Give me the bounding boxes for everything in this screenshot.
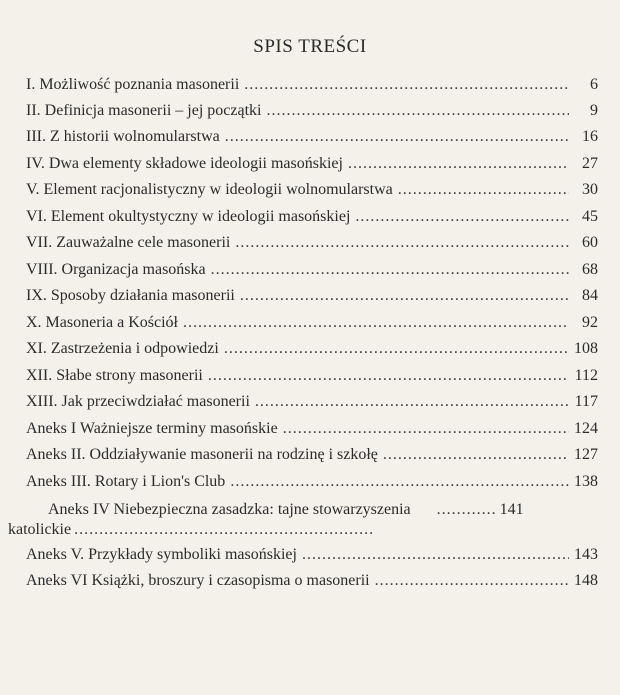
toc-entry bbox=[26, 100, 598, 122]
toc-entry-page: 60 bbox=[582, 234, 598, 251]
toc-entry-title: Aneks III. Rotary i Lion's Club bbox=[26, 473, 226, 490]
toc-entry bbox=[26, 232, 598, 254]
toc-leader-dots bbox=[74, 520, 374, 540]
toc-leader-dots bbox=[375, 570, 569, 592]
toc-leader-dots bbox=[240, 285, 569, 307]
toc-leader-dots bbox=[266, 100, 569, 122]
toc-leader-dots bbox=[244, 74, 569, 96]
toc-entry bbox=[26, 206, 598, 228]
toc-entry-page: 68 bbox=[582, 261, 598, 278]
toc-entry-page: 138 bbox=[574, 473, 598, 490]
toc-leader-dots bbox=[211, 259, 569, 281]
toc-entry bbox=[26, 444, 598, 466]
toc-leader-dots bbox=[398, 179, 569, 201]
toc-entry bbox=[26, 471, 598, 493]
toc-entry bbox=[26, 544, 598, 566]
toc-entry bbox=[26, 418, 598, 440]
toc-entry-title: III. Z historii wolnomularstwa bbox=[26, 128, 220, 145]
toc-entry bbox=[26, 259, 598, 281]
toc-leader-dots bbox=[230, 471, 569, 493]
toc-entry-title: XIII. Jak przeciwdziałać masonerii bbox=[26, 393, 250, 410]
toc-entry bbox=[26, 285, 598, 307]
toc-entry-title: Aneks IV Niebezpieczna zasadzka: tajne stowarzyszenia bbox=[48, 501, 411, 518]
toc-entry-page: 27 bbox=[582, 155, 598, 172]
toc-entry-page: 108 bbox=[574, 340, 598, 357]
toc-entry bbox=[26, 179, 598, 201]
toc-entry-title: I. Możliwość poznania masonerii bbox=[26, 76, 240, 93]
toc-leader-dots bbox=[302, 544, 569, 566]
toc-leader-dots bbox=[283, 418, 569, 440]
toc-entry-page: 127 bbox=[574, 446, 598, 463]
toc-entry bbox=[26, 153, 598, 175]
toc-entry-page: 92 bbox=[582, 314, 598, 331]
toc-entry-page: 30 bbox=[582, 181, 598, 198]
toc-entry-title: Aneks VI Książki, broszury i czasopisma o masonerii bbox=[26, 572, 370, 589]
toc-entry bbox=[26, 570, 598, 592]
toc-entry bbox=[8, 500, 598, 540]
toc-entry-title: V. Element racjonalistyczny w ideologii wolnomularstwa bbox=[26, 181, 393, 198]
toc-entry bbox=[26, 391, 598, 413]
toc-entry-page: 143 bbox=[574, 546, 598, 563]
toc-leader-dots bbox=[225, 126, 569, 148]
toc-entry-title: IV. Dwa elementy składowe ideologii masońskiej bbox=[26, 155, 343, 172]
toc-leader-dots bbox=[183, 312, 569, 334]
toc-entry-title: X. Masoneria a Kościół bbox=[26, 314, 178, 331]
toc-entry-page: 112 bbox=[574, 367, 598, 384]
toc-leader-dots bbox=[235, 232, 569, 254]
toc-leader-dots bbox=[224, 338, 569, 360]
toc-entry-page: 6 bbox=[590, 76, 598, 93]
toc-entry-title: Aneks V. Przykłady symboliki masońskiej bbox=[26, 546, 297, 563]
toc-entry-page: 45 bbox=[582, 208, 598, 225]
toc-entry-page: 148 bbox=[574, 572, 598, 589]
toc-entry-page: 117 bbox=[574, 393, 598, 410]
toc-leader-dots bbox=[348, 153, 569, 175]
toc-leader-dots bbox=[355, 206, 569, 228]
toc-entry bbox=[26, 74, 598, 96]
toc-entry-page: 9 bbox=[590, 102, 598, 119]
toc-entry-title: IX. Sposoby działania masonerii bbox=[26, 287, 235, 304]
toc-entry-title: Aneks II. Oddziaływanie masonerii na rodzinę i szkołę bbox=[26, 446, 378, 463]
toc-entry-title: VII. Zauważalne cele masonerii bbox=[26, 234, 231, 251]
toc-entry-title: Aneks I Ważniejsze terminy masońskie bbox=[26, 420, 278, 437]
toc-leader-dots bbox=[208, 365, 569, 387]
toc-entry-page: 141 bbox=[499, 501, 524, 518]
toc-entry-title: XII. Słabe strony masonerii bbox=[26, 367, 203, 384]
toc-entry-page: 124 bbox=[574, 420, 598, 437]
toc-entry-title: II. Definicja masonerii – jej początki bbox=[26, 102, 262, 119]
toc-entry-page: 16 bbox=[582, 128, 598, 145]
toc-entry-title: VI. Element okultystyczny w ideologii masońskiej bbox=[26, 208, 351, 225]
toc-leader-dots bbox=[437, 500, 495, 520]
toc-entry bbox=[26, 365, 598, 387]
toc-entry bbox=[26, 338, 598, 360]
toc-leader-dots bbox=[383, 444, 569, 466]
toc-entry-page: 84 bbox=[582, 287, 598, 304]
toc-entry-title: XI. Zastrzeżenia i odpowiedzi bbox=[26, 340, 219, 357]
page-title: SPIS TREŚCI bbox=[253, 36, 367, 57]
toc-entry bbox=[26, 312, 598, 334]
toc-leader-dots bbox=[255, 391, 569, 413]
toc-entry-title-continued: katolickie bbox=[8, 521, 72, 538]
toc-entry-title: VIII. Organizacja masońska bbox=[26, 261, 206, 278]
toc-entry bbox=[26, 126, 598, 148]
